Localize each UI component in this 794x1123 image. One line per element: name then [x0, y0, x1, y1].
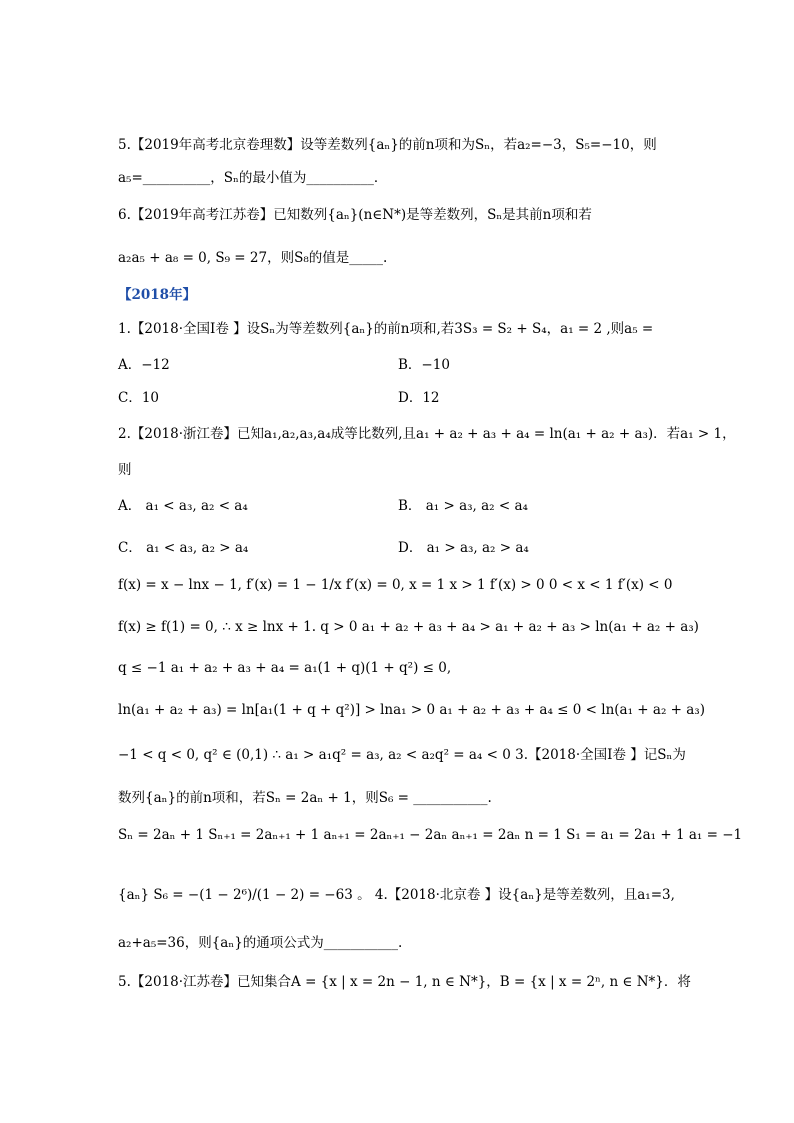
option-column-2: D．12 [398, 390, 440, 406]
text-line: ln(a₁ + a₂ + a₃) = ln[a₁(1 + q + q²)] > lna₁ > 0 a₁ + a₂ + a₃ + a₄ ≤ 0 < ln(a₁ + a₂ + a₃) [118, 702, 705, 718]
text-line: −1 < q < 0, q² ∈ (0,1) ∴ a₁ > a₁q² = a₃, a₂ < a₂q² = a₄ < 0 3.【2018·全国Ⅰ卷 】记Sₙ为 [118, 747, 686, 763]
option-column-2: B． a₁ > a₃, a₂ < a₄ [398, 498, 528, 514]
text-line: 6.【2019年高考江苏卷】已知数列{aₙ}(n∈N*)是等差数列，Sₙ是其前n项和若 [118, 207, 592, 223]
text-line: {aₙ} S₆ = −(1 − 2⁶)/(1 − 2) = −63 。 4.【2018·北京卷 】设{aₙ}是等差数列，且a₁=3, [118, 887, 675, 903]
option-column-2: B．−10 [398, 357, 450, 373]
text-line: 5.【2018·江苏卷】已知集合A = {x | x = 2n − 1, n ∈ N*}，B = {x | x = 2ⁿ, n ∈ N*}．将 [118, 974, 691, 990]
text-line: 数列{aₙ}的前n项和，若Sₙ = 2aₙ + 1，则S₆ = ___________. [118, 790, 492, 806]
text-line: A． a₁ < a₃, a₂ < a₄ [118, 498, 248, 514]
text-line: C．10 [118, 390, 160, 406]
text-line: a₂a₅ + a₈ = 0, S₉ = 27，则S₈的值是_____. [118, 250, 388, 266]
text-line: 【2018年】 [118, 287, 197, 303]
text-line: f(x) ≥ f(1) = 0, ∴ x ≥ lnx + 1. q > 0 a₁ + a₂ + a₃ + a₄ > a₁ + a₂ + a₃ > ln(a₁ + a₂ + a₃) [118, 619, 699, 635]
text-line: A．−12 [118, 357, 170, 373]
text-line: 2.【2018·浙江卷】已知a₁,a₂,a₃,a₄成等比数列,且a₁ + a₂ + a₃ + a₄ = ln(a₁ + a₂ + a₃)．若a₁ > 1， [118, 426, 736, 442]
text-line: q ≤ −1 a₁ + a₂ + a₃ + a₄ = a₁(1 + q)(1 + q²) ≤ 0, [118, 660, 452, 676]
option-column-2: D． a₁ > a₃, a₂ > a₄ [398, 540, 529, 556]
text-line: a₅=__________，Sₙ的最小值为__________． [118, 170, 388, 186]
text-line: a₂+a₅=36，则{aₙ}的通项公式为___________. [118, 935, 403, 951]
text-line: 则 [118, 462, 132, 478]
text-line: 5.【2019年高考北京卷理数】设等差数列{aₙ}的前n项和为Sₙ，若a₂=−3，S₅=−10，则 [118, 137, 657, 153]
text-line: 1.【2018·全国Ⅰ卷 】设Sₙ为等差数列{aₙ}的前n项和,若3S₃ = S₂ + S₄，a₁ = 2 ,则a₅ = [118, 321, 654, 337]
text-line: C． a₁ < a₃, a₂ > a₄ [118, 540, 249, 556]
text-line: f(x) = x − lnx − 1, f′(x) = 1 − 1/x f′(x) = 0, x = 1 x > 1 f′(x) > 0 0 < x < 1 f′(x) < 0 [118, 577, 673, 593]
text-line: Sₙ = 2aₙ + 1 Sₙ₊₁ = 2aₙ₊₁ + 1 aₙ₊₁ = 2aₙ₊₁ − 2aₙ aₙ₊₁ = 2aₙ n = 1 S₁ = a₁ = 2a₁ + 1 a₁ = −1 [118, 827, 743, 843]
